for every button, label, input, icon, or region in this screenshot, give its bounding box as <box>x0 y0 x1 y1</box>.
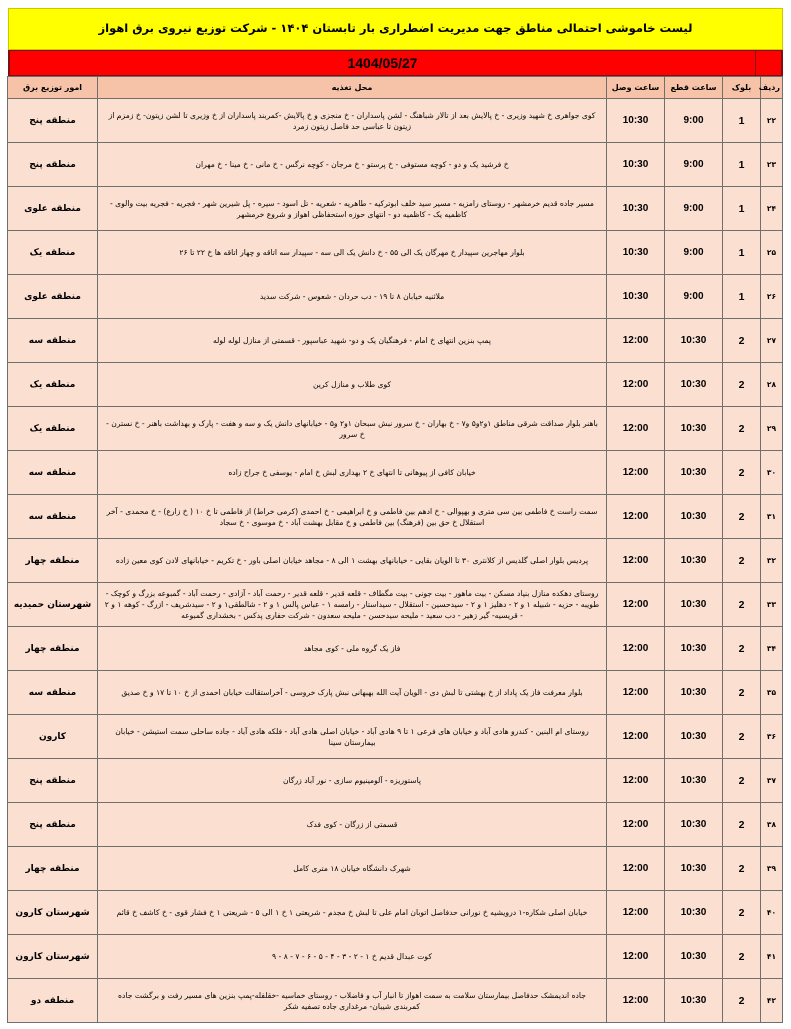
cell-disconnect-time: 9:00 <box>665 231 723 275</box>
cell-region: منطقه پنج <box>8 759 98 803</box>
cell-location: پاستوریزه - آلومینیوم سازی - نور آباد زرگان <box>98 759 607 803</box>
table-row <box>8 803 783 847</box>
cell-location: بلوار مهاجرین سپیدار خ مهرگان یک الی ۵۵ - خ دانش یک الی سه - سپیدار سه اتاقه و چهار اتاقه ها خ ۲۲ تا ۲۶ <box>98 231 607 275</box>
cell-region: منطقه دو <box>8 979 98 1023</box>
table-row <box>8 99 783 143</box>
table-row <box>8 451 783 495</box>
table-row <box>8 979 783 1023</box>
cell-region: منطقه یک <box>8 407 98 451</box>
cell-location: فاز یک گروه ملی - کوی مجاهد <box>98 627 607 671</box>
cell-disconnect-time: 10:30 <box>665 583 723 627</box>
page-title: لیست خاموشی احتمالی مناطق جهت مدیریت اضطراری بار تابستان ۱۴۰۴ - شرکت توزیع نیروی برق اهواز <box>98 21 693 36</box>
table-header <box>8 77 783 99</box>
cell-block-number: 2 <box>723 363 761 407</box>
cell-disconnect-time: 10:30 <box>665 935 723 979</box>
cell-block-number: 2 <box>723 407 761 451</box>
cell-region: منطقه علوی <box>8 275 98 319</box>
cell-row-number: ۲۳ <box>761 143 783 187</box>
cell-disconnect-time: 10:30 <box>665 495 723 539</box>
table-row <box>8 319 783 363</box>
cell-reconnect-time: 12:00 <box>607 759 665 803</box>
table-row <box>8 539 783 583</box>
cell-reconnect-time: 12:00 <box>607 363 665 407</box>
cell-disconnect-time: 9:00 <box>665 275 723 319</box>
cell-region: منطقه چهار <box>8 539 98 583</box>
cell-location: روستای دهکده منازل بنیاد مسکن - بیت ماهور - بیت جونی - بیت مگطاف - قلعه قدیر - قلعه قدیر - رحمت آباد - آزادی - رحمت آباد - گمبوعه بزرگ و کوچک - طویبه - حزیه - شبیله ۱ و ۲ - دهلیز ۱ و ۲ - سیدحسین - استقلال - سیداستار - رامسه ۱ - عباس پالس ۱ و ۲ - شالطقی۱ و ۲ - سیدشریف - ازرگ - کوهه ۱ و ۲ - قریسیه- گیر زهیر - دب سعید - ملیحه سیدحسن - ملیحه سعدون - شرکت حفاری پدکس - بخشداری گمبوعه <box>98 583 607 627</box>
table-row <box>8 759 783 803</box>
cell-block-number: 2 <box>723 759 761 803</box>
cell-row-number: ۳۸ <box>761 803 783 847</box>
cell-disconnect-time: 10:30 <box>665 979 723 1023</box>
table-row <box>8 363 783 407</box>
cell-reconnect-time: 10:30 <box>607 275 665 319</box>
cell-block-number: 1 <box>723 99 761 143</box>
cell-row-number: ۳۵ <box>761 671 783 715</box>
cell-location: خیابان کافی از پیوهانی تا انتهای خ ۲ بهداری لبش خ امام - یوسفی خ جراح زاده <box>98 451 607 495</box>
table-row <box>8 407 783 451</box>
cell-region: منطقه چهار <box>8 847 98 891</box>
document-title-banner <box>8 8 783 50</box>
cell-row-number: ۲۸ <box>761 363 783 407</box>
table-row <box>8 143 783 187</box>
cell-region: شهرستان کارون <box>8 891 98 935</box>
column-header-region: امور توزیع برق <box>8 77 98 99</box>
table-row <box>8 583 783 627</box>
cell-region: منطقه یک <box>8 363 98 407</box>
cell-row-number: ۲۹ <box>761 407 783 451</box>
cell-reconnect-time: 12:00 <box>607 583 665 627</box>
cell-region: منطقه پنج <box>8 803 98 847</box>
cell-location: کوت عبدال قدیم خ ۱ - ۲ - ۳ - ۴ - ۵ - ۶ - ۷ - ۸ - ۹ <box>98 935 607 979</box>
cell-region: منطقه علوی <box>8 187 98 231</box>
cell-reconnect-time: 10:30 <box>607 99 665 143</box>
cell-row-number: ۳۴ <box>761 627 783 671</box>
table-row <box>8 671 783 715</box>
cell-row-number: ۲۲ <box>761 99 783 143</box>
cell-row-number: ۲۶ <box>761 275 783 319</box>
cell-row-number: ۳۰ <box>761 451 783 495</box>
cell-region: کارون <box>8 715 98 759</box>
cell-disconnect-time: 10:30 <box>665 627 723 671</box>
cell-block-number: 1 <box>723 143 761 187</box>
table-row <box>8 495 783 539</box>
cell-disconnect-time: 10:30 <box>665 363 723 407</box>
cell-row-number: ۳۲ <box>761 539 783 583</box>
table-row <box>8 627 783 671</box>
cell-block-number: 1 <box>723 231 761 275</box>
cell-region: منطقه سه <box>8 319 98 363</box>
cell-location: خ فرشید یک و دو - کوچه مستوفی - خ پرستو - خ مرجان - کوچه نرگس - خ مانی - خ مینا - خ مهران <box>98 143 607 187</box>
cell-block-number: 2 <box>723 671 761 715</box>
cell-block-number: 1 <box>723 275 761 319</box>
cell-reconnect-time: 12:00 <box>607 803 665 847</box>
cell-location: بلوار معرفت فاز یک پاداد از خ بهشتی تا لبش دی - الویان آیت الله بهبهانی نبش پارک خروسی - آخراستقالت خیابان احمدی از خ ۱۰ تا ۱۷ و خ صدیق <box>98 671 607 715</box>
cell-disconnect-time: 10:30 <box>665 891 723 935</box>
cell-reconnect-time: 12:00 <box>607 671 665 715</box>
cell-block-number: 2 <box>723 979 761 1023</box>
cell-reconnect-time: 12:00 <box>607 451 665 495</box>
table-row <box>8 891 783 935</box>
cell-region: منطقه سه <box>8 671 98 715</box>
cell-location: خیابان اصلی شکاره-۱ درویشیه خ نورانی حدفاصل اتوبان امام علی تا لبش خ مجدم - شریعتی ۱ خ ۱ الی ۵ - شریعتی ۱ خ فشار قوی - خ کاشف خ قائم <box>98 891 607 935</box>
cell-row-number: ۴۲ <box>761 979 783 1023</box>
date-cell <box>9 50 755 76</box>
cell-block-number: 2 <box>723 935 761 979</box>
cell-region: منطقه پنج <box>8 99 98 143</box>
cell-row-number: ۳۷ <box>761 759 783 803</box>
cell-row-number: ۳۳ <box>761 583 783 627</box>
cell-region: شهرستان کارون <box>8 935 98 979</box>
cell-block-number: 2 <box>723 627 761 671</box>
cell-disconnect-time: 9:00 <box>665 187 723 231</box>
date-bar-spacer <box>755 50 782 76</box>
cell-location: سمت راست خ فاطمی بین سی متری و بهپوالی - خ ادهم بین فاطمی و خ ابراهیمی - خ احمدی (کرمی خراط) از فاطمی تا خ ۱۰ ( خ زارع) - خ محمدی - آخر استقلال خ حق بین (فرهنگ) بین فاطمی و خ مقابل بهشت آباد - خ موسوی - خ سجاد <box>98 495 607 539</box>
cell-location: کوی طلاب و منازل کرین <box>98 363 607 407</box>
cell-block-number: 2 <box>723 539 761 583</box>
cell-reconnect-time: 10:30 <box>607 187 665 231</box>
cell-row-number: ۴۱ <box>761 935 783 979</box>
cell-location: پردیس بلوار اصلی گلدیس از کلانتری ۳۰ تا الویان بقایی - خیابانهای بهشت ۱ الی ۸ - مجاهد خیابان اصلی باور - خ تکریم - خیابانهای لادن کوی معین زاده <box>98 539 607 583</box>
cell-block-number: 2 <box>723 715 761 759</box>
table-header-row <box>8 77 783 99</box>
cell-disconnect-time: 10:30 <box>665 451 723 495</box>
cell-location: جاده اندیمشک حدفاصل بیمارستان سلامت به سمت اهواز تا انبار آب و فاضلاب - روستای خماسیه -خقلفله-پمپ بنزین های مسیر رفت و برگشت جاده کمربندی شیبان- مرغداری جاده تصفیه شکر <box>98 979 607 1023</box>
cell-disconnect-time: 10:30 <box>665 539 723 583</box>
cell-location: روستای ام البنین - کندرو هادی آباد و خیابان های فرعی ۱ تا ۹ هادی آباد - خیابان اصلی هادی آباد - فلکه هادی آباد - جاده ساحلی سمت استیشن - خیابان بیمارستان سینا <box>98 715 607 759</box>
cell-region: منطقه سه <box>8 451 98 495</box>
table-row <box>8 715 783 759</box>
table-row <box>8 847 783 891</box>
cell-block-number: 1 <box>723 187 761 231</box>
cell-reconnect-time: 12:00 <box>607 935 665 979</box>
cell-disconnect-time: 10:30 <box>665 671 723 715</box>
cell-region: منطقه چهار <box>8 627 98 671</box>
cell-row-number: ۲۴ <box>761 187 783 231</box>
cell-region: منطقه یک <box>8 231 98 275</box>
column-header-radif: ردیف <box>761 77 783 99</box>
cell-block-number: 2 <box>723 319 761 363</box>
cell-region: منطقه پنج <box>8 143 98 187</box>
cell-reconnect-time: 12:00 <box>607 407 665 451</box>
cell-reconnect-time: 10:30 <box>607 143 665 187</box>
cell-block-number: 2 <box>723 583 761 627</box>
outage-schedule-table <box>7 76 783 1023</box>
cell-block-number: 2 <box>723 891 761 935</box>
cell-row-number: ۲۵ <box>761 231 783 275</box>
cell-disconnect-time: 9:00 <box>665 99 723 143</box>
cell-reconnect-time: 10:30 <box>607 231 665 275</box>
cell-reconnect-time: 12:00 <box>607 319 665 363</box>
cell-disconnect-time: 10:30 <box>665 759 723 803</box>
cell-disconnect-time: 10:30 <box>665 803 723 847</box>
cell-location: ملاثنیه خیابان ۸ تا ۱۹ - دب حردان - شعوس - شرکت سدید <box>98 275 607 319</box>
cell-location: کوی جواهری خ شهید وزیری - خ پالایش بعد از تالار شباهنگ - لشن پاسداران - خ منجزی و خ پالایش -کمربند پاسداران از خ وزیری تا لشن زیتون- خ زمزم از زیتون تا عباسی حد فاصل زیتون زمرد <box>98 99 607 143</box>
cell-reconnect-time: 12:00 <box>607 539 665 583</box>
cell-reconnect-time: 12:00 <box>607 715 665 759</box>
schedule-date: 1404/05/27 <box>347 55 418 71</box>
cell-reconnect-time: 12:00 <box>607 891 665 935</box>
cell-reconnect-time: 12:00 <box>607 979 665 1023</box>
cell-reconnect-time: 12:00 <box>607 847 665 891</box>
cell-location: شهرک دانشگاه خیابان ۱۸ متری کامل <box>98 847 607 891</box>
cell-location: مسیر جاده قدیم خرمشهر - روستای رامزیه - مسیر سید خلف ابوترکیه - طاهریه - شعریه - تل اسود - سیره - پل شیرین شهر - فجریه - فجریه بیت والوی - کاظمیه یک - کاظمیه دو - انتهای حوزه استحفاظی اهواز و شروع خرمشهر <box>98 187 607 231</box>
column-header-block: بلوک <box>723 77 761 99</box>
column-header-reconnect-time: ساعت وصل <box>607 77 665 99</box>
cell-row-number: ۳۶ <box>761 715 783 759</box>
table-row <box>8 935 783 979</box>
cell-block-number: 2 <box>723 451 761 495</box>
column-header-location: محل تغذیه <box>98 77 607 99</box>
cell-region: شهرستان حمیدیه <box>8 583 98 627</box>
table-row <box>8 231 783 275</box>
cell-location: پمپ بنزین انتهای خ امام - فرهنگیان یک و دو- شهید عباسپور - قسمتی از منازل لوله لوله <box>98 319 607 363</box>
table-row <box>8 187 783 231</box>
table-body <box>8 99 783 1023</box>
cell-row-number: ۲۷ <box>761 319 783 363</box>
cell-disconnect-time: 10:30 <box>665 715 723 759</box>
cell-location: قسمتی از زرگان - کوی فدک <box>98 803 607 847</box>
cell-block-number: 2 <box>723 847 761 891</box>
cell-block-number: 2 <box>723 803 761 847</box>
table-row <box>8 275 783 319</box>
cell-location: باهنر بلوار صداقت شرقی مناطق ۱و۲و۵ و۷ - خ بهاران - خ سرور نبش سبحان ۱و۲ و۵ - خیابانهای دانش یک و سه و هفت - پارک و بهداشت باهنر - خ نسترن - خ سرور <box>98 407 607 451</box>
date-bar <box>8 50 783 76</box>
cell-disconnect-time: 9:00 <box>665 143 723 187</box>
cell-disconnect-time: 10:30 <box>665 319 723 363</box>
cell-reconnect-time: 12:00 <box>607 627 665 671</box>
cell-reconnect-time: 12:00 <box>607 495 665 539</box>
cell-disconnect-time: 10:30 <box>665 407 723 451</box>
cell-region: منطقه سه <box>8 495 98 539</box>
cell-row-number: ۳۱ <box>761 495 783 539</box>
cell-block-number: 2 <box>723 495 761 539</box>
cell-row-number: ۴۰ <box>761 891 783 935</box>
column-header-disconnect-time: ساعت قطع <box>665 77 723 99</box>
cell-disconnect-time: 10:30 <box>665 847 723 891</box>
cell-row-number: ۳۹ <box>761 847 783 891</box>
